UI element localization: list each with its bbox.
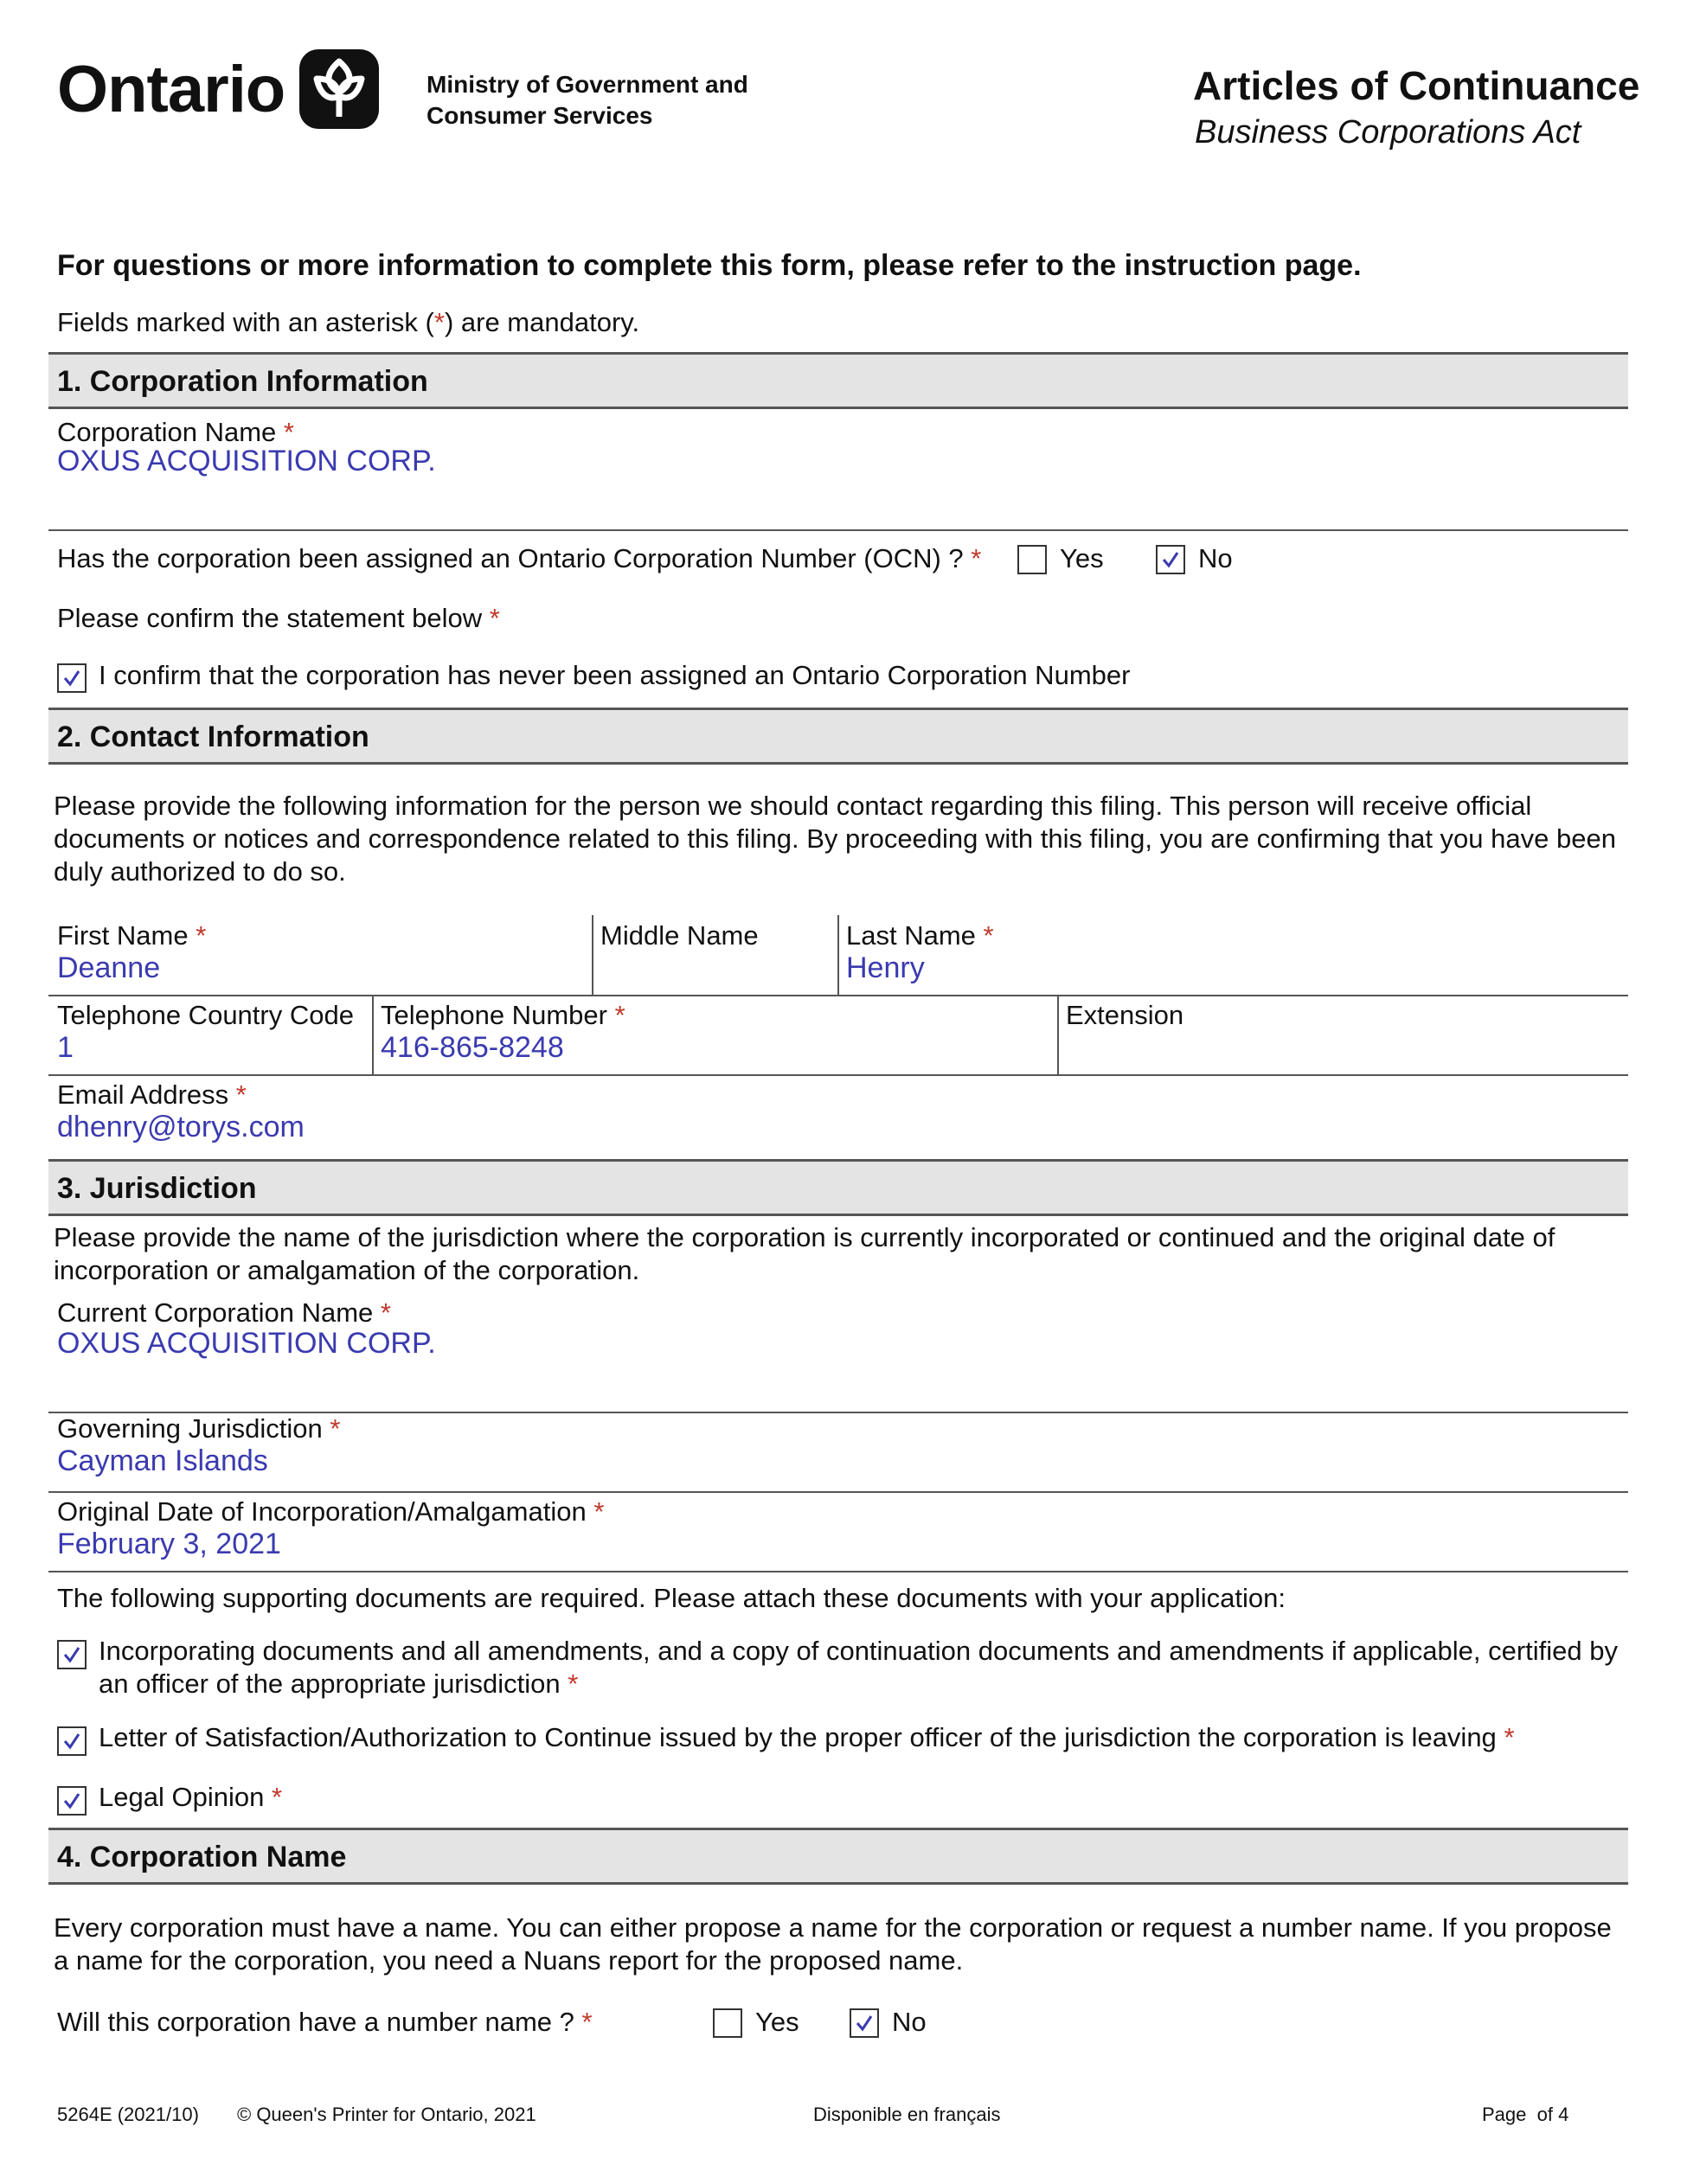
ontario-logo-text: Ontario (57, 53, 285, 126)
current-corporation-name-label (57, 1297, 391, 1329)
ocn-yes-label: Yes (1060, 543, 1104, 573)
asterisk: * (330, 1413, 341, 1444)
section-contact-information: 2. Contact Information (48, 708, 1628, 765)
incorporating-documents-label (99, 1635, 1621, 1700)
last-name-label (846, 920, 994, 951)
mandatory-note-pre: Fields marked with an asterisk ( (57, 307, 434, 337)
instructions-note: For questions or more information to complete this form, please refer to the instruction page. (57, 249, 1362, 282)
section-jurisdiction: 3. Jurisdiction (48, 1159, 1628, 1216)
letter-of-satisfaction-text: Letter of Satisfaction/Authorization to Continue issued by the proper officer of the jurisdiction the corporation is leaving (99, 1722, 1497, 1752)
asterisk: * (983, 920, 994, 951)
section-corporation-information: 1. Corporation Information (48, 352, 1628, 409)
last-name-field[interactable]: Henry (846, 951, 925, 984)
number-name-question-text: Will this corporation have a number name ? (57, 2007, 574, 2037)
divider (48, 529, 1628, 531)
ocn-question (57, 543, 981, 574)
corporation-name-intro: Every corporation must have a name. You can either propose a name for the corporation or request a number name. If you propose a name for the corporation, you need a Nuans report for the proposed name. (54, 1912, 1612, 1976)
corporation-name-label-text: Corporation Name (57, 417, 277, 447)
form-number: 5264E (2021/10) (57, 2104, 199, 2125)
ocn-no-checkbox[interactable] (1156, 545, 1185, 574)
letter-of-satisfaction-label (99, 1721, 1515, 1754)
number-name-question (57, 2007, 593, 2038)
copyright: © Queen's Printer for Ontario, 2021 (237, 2104, 536, 2125)
number-name-no-label: No (892, 2007, 927, 2037)
page-number: Page of 4 (1482, 2104, 1569, 2125)
incorporating-documents-checkbox[interactable] (57, 1640, 87, 1669)
divider (48, 1571, 1628, 1572)
ocn-yes-checkbox[interactable] (1017, 545, 1047, 574)
asterisk: * (568, 1668, 579, 1699)
checkmark-icon (1161, 550, 1180, 569)
confirm-no-ocn-checkbox[interactable] (57, 663, 87, 693)
divider (48, 1491, 1628, 1493)
current-corporation-name-label-text: Current Corporation Name (57, 1297, 374, 1328)
incorporating-documents-text: Incorporating documents and all amendments, and a copy of continuation documents and amendments if applicable, certified by an officer of the appropriate jurisdiction (99, 1636, 1618, 1699)
country-code-field[interactable]: 1 (57, 1031, 74, 1064)
jurisdiction-intro: Please provide the name of the jurisdiction where the corporation is currently incorporated or continued and the original date of incorporation or amalgamation of the corporation. (54, 1222, 1556, 1285)
checkmark-icon (855, 2014, 874, 2033)
mandatory-note-post: ) are mandatory. (444, 307, 640, 337)
divider (837, 915, 839, 995)
checkmark-icon (62, 669, 81, 688)
trillium-logo-icon (299, 49, 379, 129)
number-name-no-checkbox[interactable] (850, 2008, 879, 2038)
divider (592, 915, 593, 995)
governing-jurisdiction-label (57, 1413, 340, 1444)
country-code-label: Telephone Country Code (57, 1000, 354, 1030)
form-title: Articles of Continuance (1193, 63, 1640, 108)
checkmark-icon (62, 1645, 81, 1664)
asterisk: * (971, 543, 982, 573)
extension-label: Extension (1066, 1000, 1184, 1030)
asterisk: * (433, 307, 445, 337)
number-name-yes-label: Yes (755, 2007, 799, 2037)
ocn-no-label: No (1198, 543, 1233, 573)
email-field[interactable]: dhenry@torys.com (57, 1111, 305, 1143)
governing-jurisdiction-field[interactable]: Cayman Islands (57, 1444, 268, 1477)
legal-opinion-text: Legal Opinion (99, 1782, 265, 1812)
phone-label (381, 1000, 625, 1031)
ministry-line-2: Consumer Services (427, 102, 653, 129)
supporting-docs-intro: The following supporting documents are required. Please attach these documents with your application: (57, 1583, 1286, 1613)
current-corporation-name-field[interactable]: OXUS ACQUISITION CORP. (57, 1327, 436, 1360)
section-corporation-name: 4. Corporation Name (48, 1828, 1628, 1885)
confirm-prompt-text: Please confirm the statement below (57, 603, 483, 633)
asterisk: * (235, 1079, 247, 1110)
form-subtitle: Business Corporations Act (1195, 114, 1581, 151)
incorporation-date-label (57, 1496, 604, 1528)
corporation-name-label (57, 417, 294, 448)
french-availability: Disponible en français (813, 2104, 1001, 2125)
asterisk: * (271, 1782, 283, 1812)
ocn-question-text: Has the corporation been assigned an Ontario Corporation Number (OCN) ? (57, 543, 964, 573)
phone-label-text: Telephone Number (381, 1000, 607, 1030)
email-label-text: Email Address (57, 1079, 229, 1110)
legal-opinion-checkbox[interactable] (57, 1786, 87, 1816)
legal-opinion-label (99, 1781, 282, 1814)
number-name-yes-checkbox[interactable] (713, 2008, 742, 2038)
first-name-field[interactable]: Deanne (57, 951, 161, 984)
last-name-label-text: Last Name (846, 920, 976, 951)
ministry-name (427, 69, 748, 131)
corporation-name-field[interactable]: OXUS ACQUISITION CORP. (57, 445, 436, 477)
asterisk: * (196, 920, 207, 951)
email-label (57, 1079, 247, 1111)
checkmark-icon (62, 1732, 81, 1751)
first-name-label-text: First Name (57, 920, 189, 951)
confirm-prompt (57, 603, 500, 634)
phone-field[interactable]: 416-865-8248 (381, 1031, 564, 1064)
ministry-line-1: Ministry of Government and (427, 71, 748, 98)
asterisk: * (1504, 1722, 1515, 1752)
confirm-no-ocn-label: I confirm that the corporation has never been assigned an Ontario Corporation Number (99, 660, 1131, 690)
asterisk: * (581, 2007, 593, 2037)
checkmark-icon (62, 1791, 81, 1810)
divider (372, 995, 374, 1074)
divider (48, 995, 1628, 996)
first-name-label (57, 920, 206, 951)
asterisk: * (593, 1496, 605, 1527)
asterisk: * (283, 417, 294, 447)
contact-intro: Please provide the following information for the person we should contact regarding this filing. This person will receive official documents or notices and correspondence related to this filing. By proceeding with this filing, you are confirming that you have been duly authorized to do so. (54, 791, 1616, 887)
mandatory-note (57, 307, 639, 338)
asterisk: * (380, 1297, 391, 1328)
asterisk: * (614, 1000, 625, 1030)
letter-of-satisfaction-checkbox[interactable] (57, 1726, 87, 1756)
governing-jurisdiction-label-text: Governing Jurisdiction (57, 1413, 323, 1444)
incorporation-date-label-text: Original Date of Incorporation/Amalgamation (57, 1496, 587, 1527)
middle-name-label: Middle Name (600, 920, 759, 951)
divider (1057, 995, 1059, 1074)
divider (48, 1074, 1628, 1076)
incorporation-date-field[interactable]: February 3, 2021 (57, 1528, 281, 1560)
asterisk: * (489, 603, 500, 633)
